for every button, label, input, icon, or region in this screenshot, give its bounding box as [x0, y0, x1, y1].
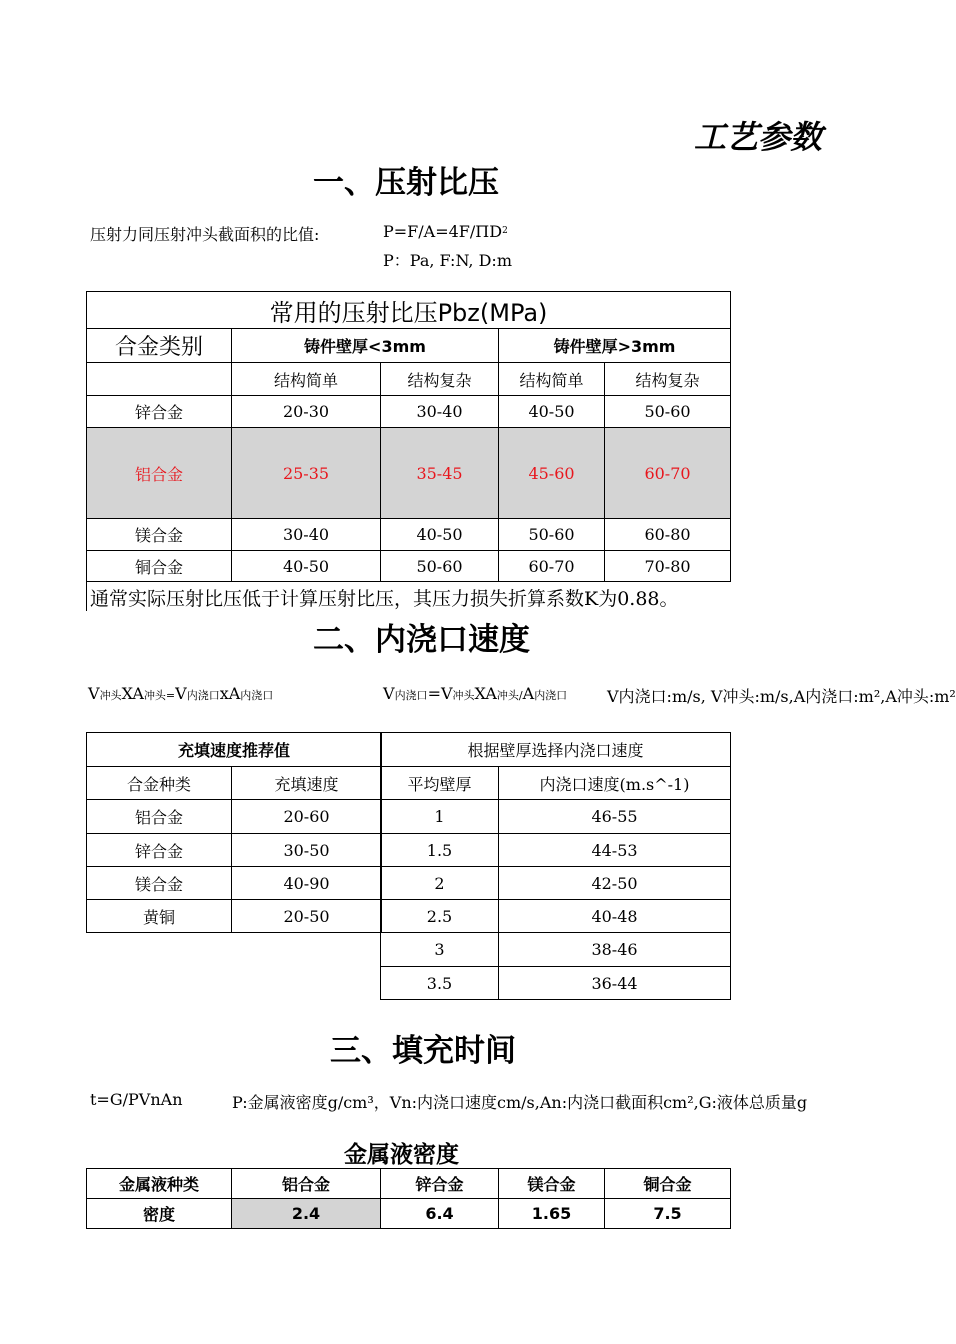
fill-speed-table [86, 732, 382, 933]
value-cell: 35-45 [381, 428, 499, 519]
value-cell: 38-46 [499, 933, 731, 967]
density-value-cell: 7.5 [605, 1199, 731, 1229]
eq-subscript: 内浇口 [534, 689, 568, 702]
gate-speed-table [380, 732, 731, 1000]
fill-time-desc: P:金属液密度g/cm³，Vn:内浇口速度cm/s,An:内浇口截面积cm²,G:液体总质量g [232, 1093, 808, 1112]
thickness-cell: 1 [381, 800, 499, 834]
group-header-thick: 铸件壁厚>3mm [499, 329, 731, 363]
density-value-cell: 1.65 [499, 1199, 605, 1229]
value-cell: 50-60 [605, 396, 731, 428]
eq-text: V [175, 684, 187, 703]
fill-speed-title: 充填速度推荐值 [87, 733, 382, 767]
eq-text: XA [121, 684, 144, 703]
gate-speed-title: 根据壁厚选择内浇口速度 [381, 733, 731, 767]
sub-header: 结构简单 [499, 363, 605, 396]
eq-subscript: 冲头 [99, 689, 122, 702]
value-cell: 50-60 [499, 519, 605, 551]
sub-header: 结构简单 [232, 363, 381, 396]
table-row [87, 800, 382, 834]
value-cell: 40-50 [232, 551, 381, 582]
column-header: 合金种类 [87, 767, 232, 800]
eq-subscript: 冲头/ [496, 689, 523, 702]
velocity-equation-1 [88, 684, 273, 703]
value-cell: 36-44 [499, 967, 731, 1000]
table-row [381, 834, 731, 867]
table-row [87, 519, 731, 551]
thickness-cell: 1.5 [381, 834, 499, 867]
eq-text: A [522, 684, 535, 703]
thickness-cell: 3 [381, 933, 499, 967]
velocity-equation-2 [383, 684, 567, 703]
value-cell: 44-53 [499, 834, 731, 867]
column-header: 内浇口速度(m.s^-1) [499, 767, 731, 800]
table-row [87, 834, 382, 867]
value-cell: 25-35 [232, 428, 381, 519]
value-cell: 20-60 [232, 800, 382, 834]
sub-header: 结构复杂 [381, 363, 499, 396]
alloy-cell: 锌合金 [87, 834, 232, 867]
value-cell: 40-90 [232, 867, 382, 900]
density-row-label: 密度 [87, 1199, 232, 1229]
group-header-thin: 铸件壁厚<3mm [232, 329, 499, 363]
velocity-units: V内浇口:m/s, V冲头:m/s,A内浇口:m²,A冲头:m² [607, 687, 956, 706]
table-row-highlight [87, 428, 731, 519]
table-row [87, 1199, 731, 1229]
density-table [86, 1168, 731, 1229]
alloy-cell: 锌合金 [87, 396, 232, 428]
density-alloy-header: 铝合金 [232, 1169, 381, 1199]
density-value-cell: 6.4 [381, 1199, 499, 1229]
column-header: 充填速度 [232, 767, 382, 800]
table-row [87, 867, 382, 900]
density-alloy-header: 锌合金 [381, 1169, 499, 1199]
table-row [381, 933, 731, 967]
section2-heading: 二、内浇口速度 [313, 622, 530, 658]
alloy-cell: 镁合金 [87, 519, 232, 551]
value-cell: 40-48 [499, 900, 731, 933]
thickness-cell: 2 [381, 867, 499, 900]
table-row [87, 900, 382, 933]
empty-cell [87, 363, 232, 396]
density-alloy-header: 镁合金 [499, 1169, 605, 1199]
thickness-cell: 2.5 [381, 900, 499, 933]
formula-text: P=F/A=4F/ΠD [383, 222, 503, 241]
value-cell: 30-40 [381, 396, 499, 428]
value-cell: 45-60 [499, 428, 605, 519]
table-row [87, 396, 731, 428]
value-cell: 42-50 [499, 867, 731, 900]
eq-text: xA [219, 684, 241, 703]
eq-subscript: 冲头 [452, 689, 475, 702]
section3-heading: 三、填充时间 [330, 1033, 516, 1069]
table-row [381, 900, 731, 933]
alloy-header: 合金类别 [87, 329, 232, 363]
table-row [87, 551, 731, 582]
section1-desc-label: 压射力同压射冲头截面积的比值: [90, 225, 320, 244]
pressure-table [86, 291, 731, 582]
alloy-cell: 铝合金 [87, 428, 232, 519]
sub-header: 结构复杂 [605, 363, 731, 396]
eq-subscript: 内浇口 [394, 689, 428, 702]
fill-time-formula: t=G/PVnAn [90, 1090, 183, 1109]
eq-text: V [383, 684, 395, 703]
value-cell: 46-55 [499, 800, 731, 834]
pressure-table-title: 常用的压射比压Pbz(MPa) [87, 292, 731, 329]
value-cell: 40-50 [499, 396, 605, 428]
thickness-cell: 3.5 [381, 967, 499, 1000]
alloy-cell: 铜合金 [87, 551, 232, 582]
value-cell: 30-50 [232, 834, 382, 867]
eq-subscript: 内浇口 [186, 689, 220, 702]
section1-note: 通常实际压射比压低于计算压射比压，其压力损失折算系数K为0.88。 [90, 588, 679, 610]
table-row [381, 800, 731, 834]
value-cell: 60-70 [499, 551, 605, 582]
value-cell: 30-40 [232, 519, 381, 551]
eq-subscript: 内浇口 [240, 689, 274, 702]
alloy-cell: 铝合金 [87, 800, 232, 834]
eq-text: XA [474, 684, 497, 703]
alloy-cell: 黄铜 [87, 900, 232, 933]
density-header-label: 金属液种类 [87, 1169, 232, 1199]
page-title: 工艺参数 [694, 118, 823, 156]
eq-text: =V [427, 684, 453, 703]
section1-units: P：Pa, F:N, D:m [383, 251, 512, 270]
density-title: 金属液密度 [344, 1142, 459, 1168]
value-cell: 20-30 [232, 396, 381, 428]
value-cell: 20-50 [232, 900, 382, 933]
density-alloy-header: 铜合金 [605, 1169, 731, 1199]
eq-text: V [88, 684, 100, 703]
column-header: 平均壁厚 [381, 767, 499, 800]
value-cell: 60-70 [605, 428, 731, 519]
density-value-cell[interactable]: 2.4 [232, 1199, 381, 1229]
value-cell: 40-50 [381, 519, 499, 551]
value-cell: 70-80 [605, 551, 731, 582]
section1-formula [383, 222, 508, 241]
table-row [381, 967, 731, 1000]
formula-superscript: 2 [502, 226, 508, 236]
table-row [381, 867, 731, 900]
note-left-border [86, 581, 87, 611]
value-cell: 60-80 [605, 519, 731, 551]
alloy-cell: 镁合金 [87, 867, 232, 900]
section1-heading: 一、压射比压 [313, 165, 499, 201]
value-cell: 50-60 [381, 551, 499, 582]
eq-subscript: 冲头= [143, 689, 176, 702]
